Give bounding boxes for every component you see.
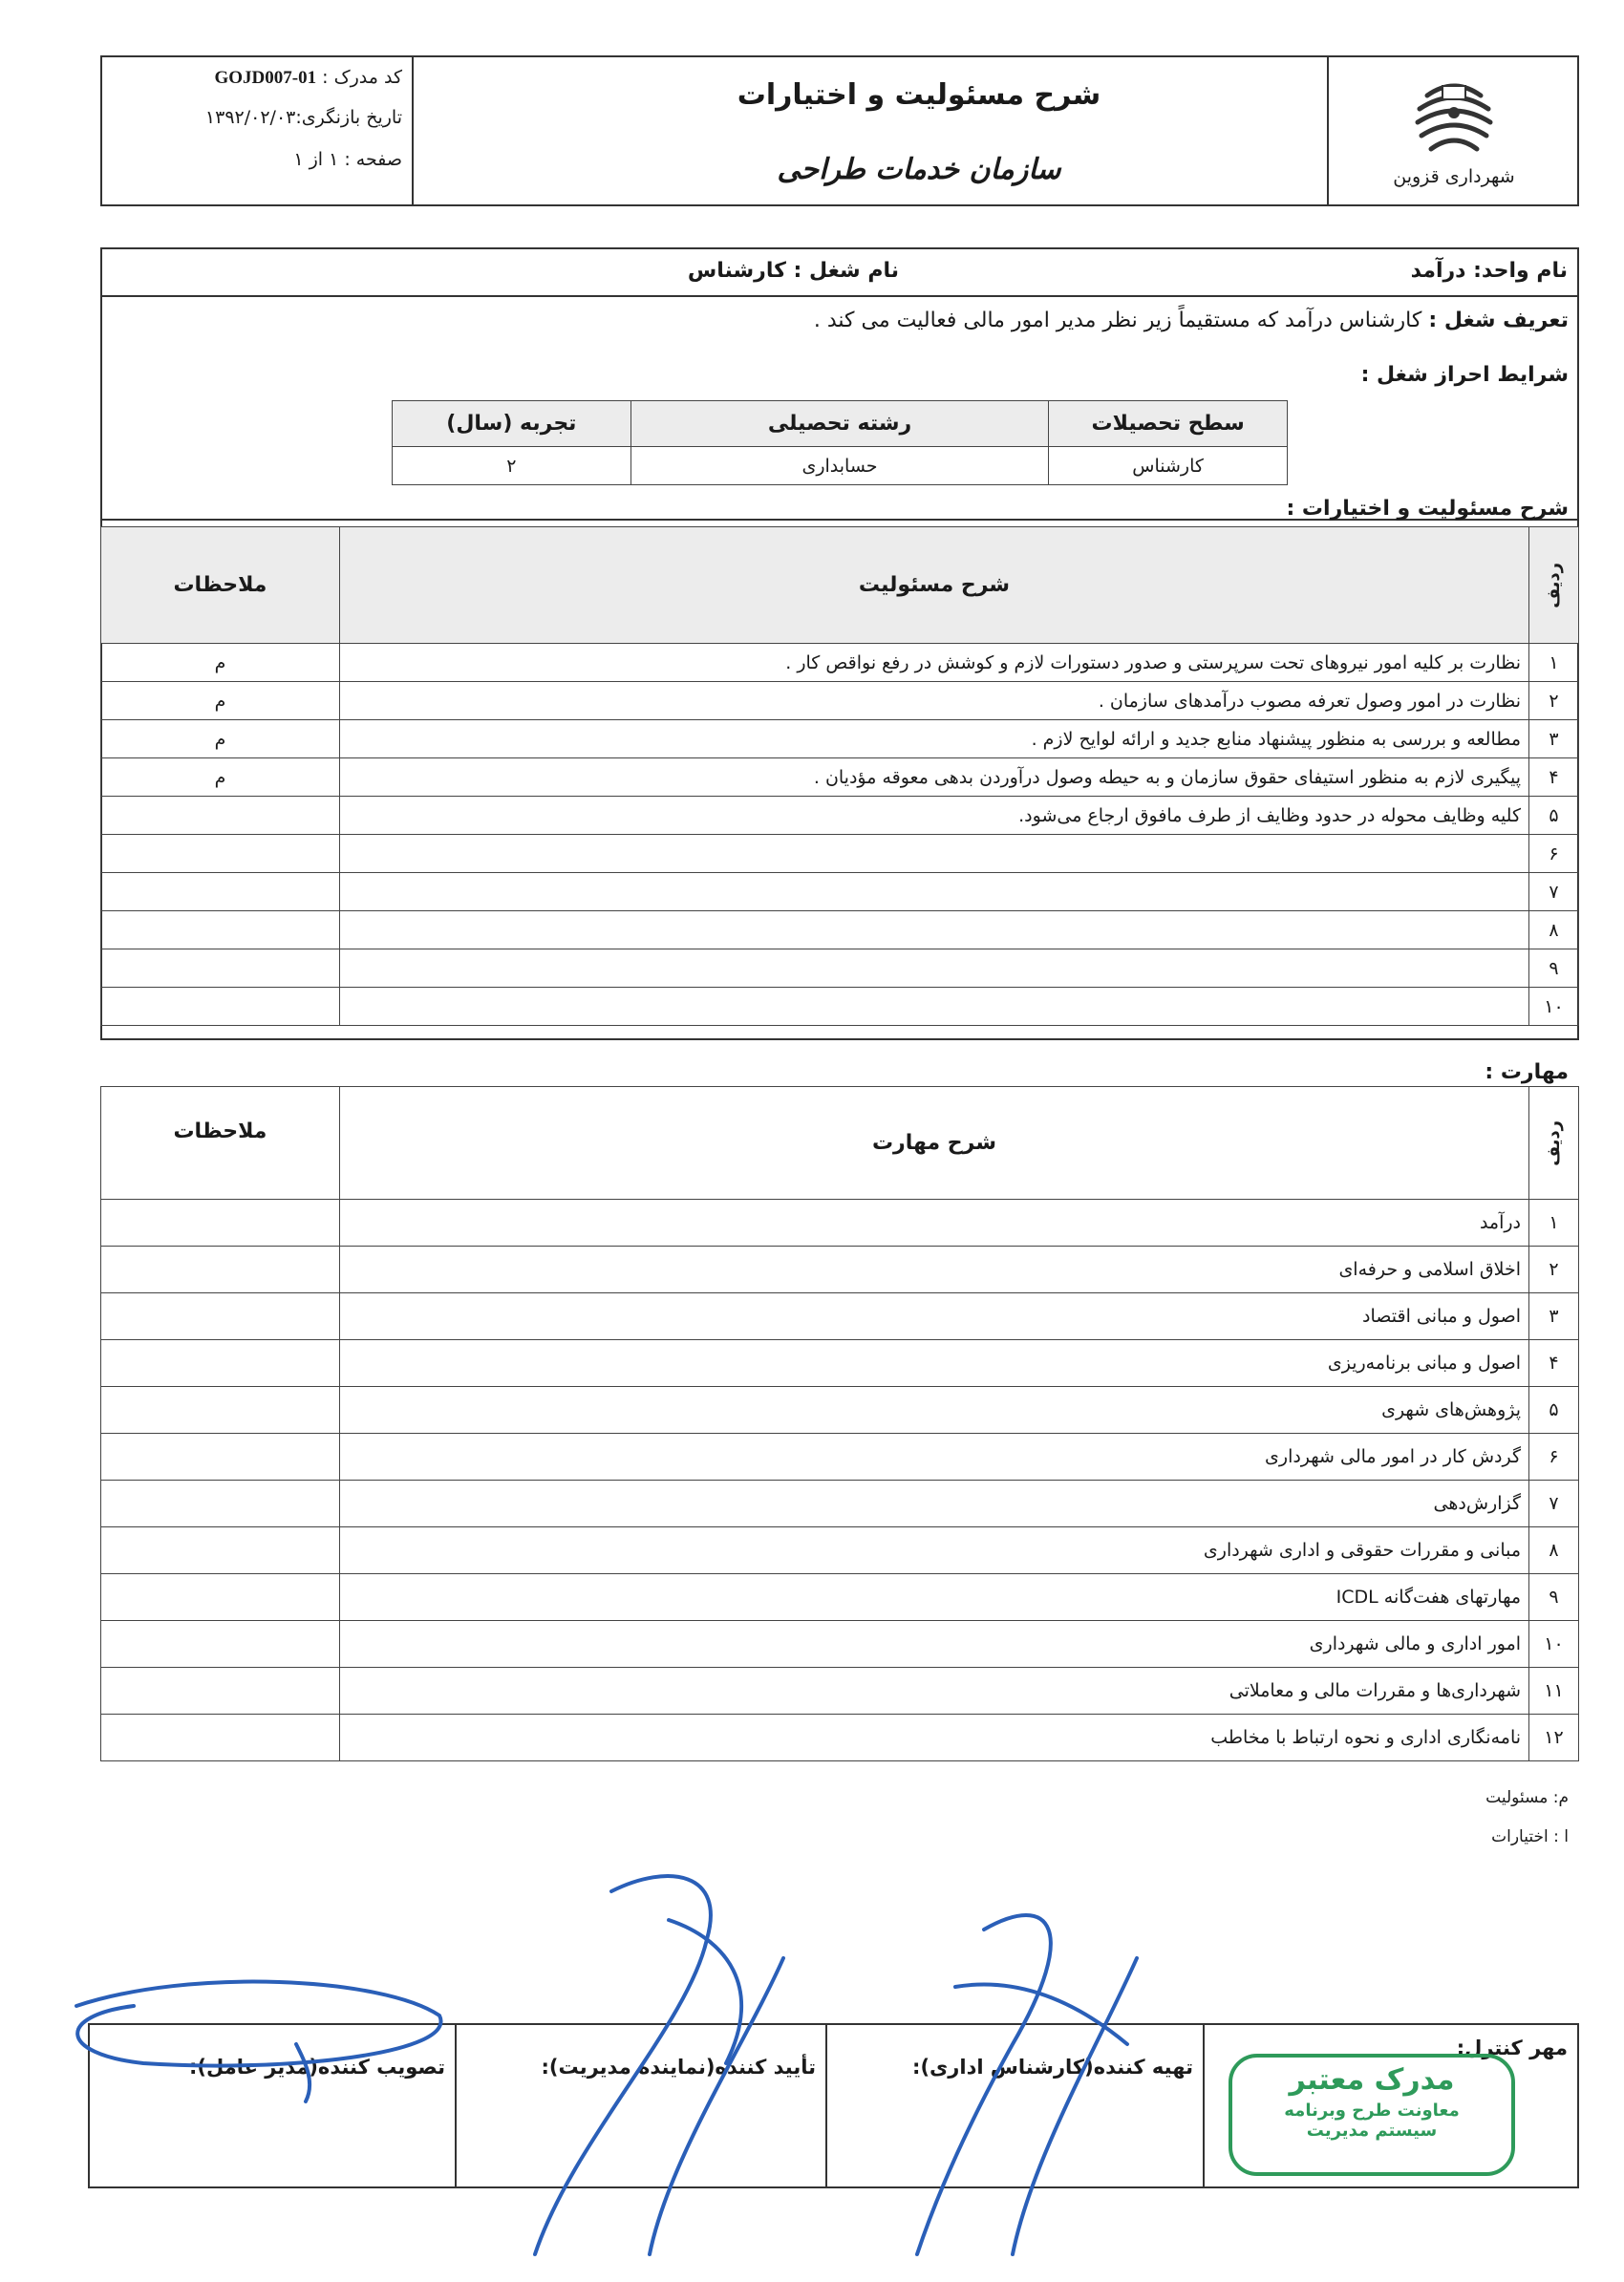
municipality-logo: [1408, 67, 1500, 162]
page-number: صفحه : ۱ از ۱: [293, 149, 402, 170]
skill-note: [101, 1340, 340, 1387]
col-notes-header: ملاحظات: [101, 1087, 340, 1200]
table-row: [101, 644, 1579, 682]
table-row: [101, 797, 1579, 835]
col-row-header: [1529, 527, 1579, 644]
definition-label: تعریف شغل :: [1428, 309, 1569, 332]
responsibility-note: [101, 911, 340, 949]
skill-text: امور اداری و مالی شهرداری: [339, 1621, 1528, 1668]
responsibility-text: [339, 873, 1528, 911]
responsibility-text: کلیه وظایف محوله در حدود وظایف از طرف مافوق ارجاع می‌شود.: [339, 797, 1528, 835]
responsibility-note: م: [101, 720, 340, 758]
handwritten-signatures: [0, 1853, 1624, 2282]
table-row: [101, 911, 1579, 949]
table-row: [101, 1340, 1579, 1387]
control-stamp-label: مهر کنترل:: [1456, 2037, 1568, 2059]
row-number: ۶: [1529, 835, 1579, 873]
definition-text: کارشناس درآمد که مستقیماً زیر نظر مدیر امور مالی فعالیت می کند .: [813, 309, 1422, 332]
skill-text: اصول و مبانی اقتصاد: [339, 1293, 1528, 1340]
skill-text: گزارش‌دهی: [339, 1481, 1528, 1527]
skill-text: گردش کار در امور مالی شهرداری: [339, 1434, 1528, 1481]
row-number: ۲: [1529, 682, 1579, 720]
qual-header: تجربه (سال): [393, 401, 631, 447]
row-number: ۱: [1529, 1200, 1579, 1247]
skill-text: شهرداری‌ها و مقررات مالی و معاملاتی: [339, 1668, 1528, 1715]
row-number: ۱۰: [1529, 988, 1579, 1026]
org-name: شهرداری قزوین: [1393, 166, 1515, 187]
table-row: [101, 1481, 1579, 1527]
table-row: [101, 949, 1579, 988]
responsibility-text: نظارت در امور وصول تعرفه مصوب درآمدهای سازمان .: [339, 682, 1528, 720]
row-number: ۶: [1529, 1434, 1579, 1481]
responsibility-note: [101, 949, 340, 988]
responsibilities-table: [100, 526, 1579, 1026]
table-row: [101, 1200, 1579, 1247]
skill-note: [101, 1621, 340, 1668]
skill-text: پژوهش‌های شهری: [339, 1387, 1528, 1434]
qual-header: سطح تحصیلات: [1049, 401, 1288, 447]
legend-m: م: مسئولیت: [1485, 1788, 1569, 1807]
responsibility-note: م: [101, 644, 340, 682]
responsibility-text: [339, 911, 1528, 949]
skill-note: [101, 1715, 340, 1761]
skill-text: مبانی و مقررات حقوقی و اداری شهرداری: [339, 1527, 1528, 1574]
skill-text: اصول و مبانی برنامه‌ریزی: [339, 1340, 1528, 1387]
skill-note: [101, 1434, 340, 1481]
table-row: [101, 1715, 1579, 1761]
row-number: ۱۰: [1529, 1621, 1579, 1668]
unit-label: نام واحد:: [1473, 259, 1568, 283]
table-row: [101, 1668, 1579, 1715]
qual-cell: کارشناس: [1049, 447, 1288, 485]
row-number: ۱۱: [1529, 1668, 1579, 1715]
skill-note: [101, 1481, 340, 1527]
responsibility-note: [101, 835, 340, 873]
doc-code: GOJD007-01: [214, 68, 317, 88]
col-row-header: [1529, 1087, 1579, 1200]
skill-note: [101, 1247, 340, 1293]
table-row: [101, 1434, 1579, 1481]
confirmed-by-label: تأیید کننده(نماینده مدیریت):: [541, 2056, 816, 2079]
responsibility-text: نظارت بر کلیه امور نیروهای تحت سرپرستی و صدور دستورات لازم و کوشش در رفع نواقص کار .: [339, 644, 1528, 682]
table-row: [101, 1293, 1579, 1340]
row-number: ۳: [1529, 720, 1579, 758]
responsibility-text: [339, 949, 1528, 988]
row-col-label: ردیف: [1544, 562, 1565, 608]
job-definition: [814, 309, 1569, 332]
table-row: [101, 758, 1579, 797]
table-row: [101, 988, 1579, 1026]
responsibility-note: م: [101, 758, 340, 797]
doc-info-cell: [102, 57, 414, 204]
table-row: [101, 1527, 1579, 1574]
row-col-label: ردیف: [1544, 1120, 1565, 1166]
table-row: [101, 1247, 1579, 1293]
table-row: [101, 835, 1579, 873]
row-number: ۳: [1529, 1293, 1579, 1340]
skill-note: [101, 1668, 340, 1715]
unit-value: درآمد: [1410, 259, 1466, 283]
stamp-main-text: مدرک معتبر: [1289, 2063, 1455, 2097]
skill-text: اخلاق اسلامی و حرفه‌ای: [339, 1247, 1528, 1293]
row-number: ۴: [1529, 758, 1579, 797]
responsibility-note: [101, 988, 340, 1026]
table-row: [101, 720, 1579, 758]
skills-table: [100, 1086, 1579, 1761]
responsibility-text: پیگیری لازم به منظور استیفای حقوق سازمان و به حیطه وصول درآوردن بدهی معوقه مؤدیان .: [339, 758, 1528, 797]
page-subtitle: سازمان خدمات طراحی: [777, 153, 1061, 186]
job-title-value: کارشناس: [687, 259, 786, 283]
skill-note: [101, 1200, 340, 1247]
approved-by-label: تصویب کننده(مدیر عامل):: [188, 2056, 445, 2079]
row-number: ۸: [1529, 1527, 1579, 1574]
col-desc-header: شرح مهارت: [339, 1087, 1528, 1200]
row-number: ۷: [1529, 1481, 1579, 1527]
unit-row: [102, 249, 1577, 297]
stamp-line2: سیستم مدیریت: [1306, 2121, 1438, 2141]
qual-cell: حسابداری: [630, 447, 1048, 485]
col-desc-header: شرح مسئولیت: [339, 527, 1528, 644]
doc-code-label: کد مدرک :: [322, 67, 402, 88]
skill-text: درآمد: [339, 1200, 1528, 1247]
table-row: [101, 873, 1579, 911]
responsibility-text: مطالعه و بررسی به منظور پیشنهاد منابع جدید و ارائه لوایح لازم .: [339, 720, 1528, 758]
qualifications-label: شرایط احراز شغل :: [1360, 363, 1569, 387]
row-number: ۴: [1529, 1340, 1579, 1387]
row-number: ۸: [1529, 911, 1579, 949]
skill-text: مهارتهای هفت‌گانه ICDL: [339, 1574, 1528, 1621]
page-title: شرح مسئولیت و اختیارات: [737, 78, 1101, 112]
skill-note: [101, 1527, 340, 1574]
skill-text: نامه‌نگاری اداری و نحوه ارتباط با مخاطب: [339, 1715, 1528, 1761]
skills-label: مهارت :: [1485, 1060, 1569, 1084]
table-row: [101, 682, 1579, 720]
responsibility-note: [101, 797, 340, 835]
prepared-by-label: تهیه کننده(کارشناس اداری):: [912, 2056, 1193, 2079]
qual-cell: ۲: [393, 447, 631, 485]
responsibility-text: [339, 988, 1528, 1026]
col-notes-header: ملاحظات: [101, 527, 340, 644]
logo-cell: [1327, 57, 1577, 204]
table-row: [101, 1574, 1579, 1621]
header-box: [100, 55, 1579, 206]
row-number: ۵: [1529, 797, 1579, 835]
legend-a: ا : اختیارات: [1491, 1827, 1569, 1846]
responsibility-note: [101, 873, 340, 911]
row-number: ۱: [1529, 644, 1579, 682]
responsibilities-label: شرح مسئولیت و اختیارات :: [1286, 497, 1569, 521]
qualifications-table: [392, 400, 1288, 485]
skill-note: [101, 1387, 340, 1434]
responsibility-note: م: [101, 682, 340, 720]
table-row: [101, 1387, 1579, 1434]
skill-note: [101, 1574, 340, 1621]
revision-date: تاریخ بازنگری:۱۳۹۲/۰۲/۰۳: [204, 107, 402, 128]
row-number: ۷: [1529, 873, 1579, 911]
job-title-label: نام شغل :: [793, 259, 899, 283]
responsibility-text: [339, 835, 1528, 873]
qual-header: رشته تحصیلی: [630, 401, 1048, 447]
stamp-line1: معاونت طرح وبرنامه: [1284, 2101, 1460, 2121]
table-row: [101, 1621, 1579, 1668]
row-number: ۵: [1529, 1387, 1579, 1434]
row-number: ۹: [1529, 1574, 1579, 1621]
row-number: ۲: [1529, 1247, 1579, 1293]
row-number: ۱۲: [1529, 1715, 1579, 1761]
skill-note: [101, 1293, 340, 1340]
row-number: ۹: [1529, 949, 1579, 988]
